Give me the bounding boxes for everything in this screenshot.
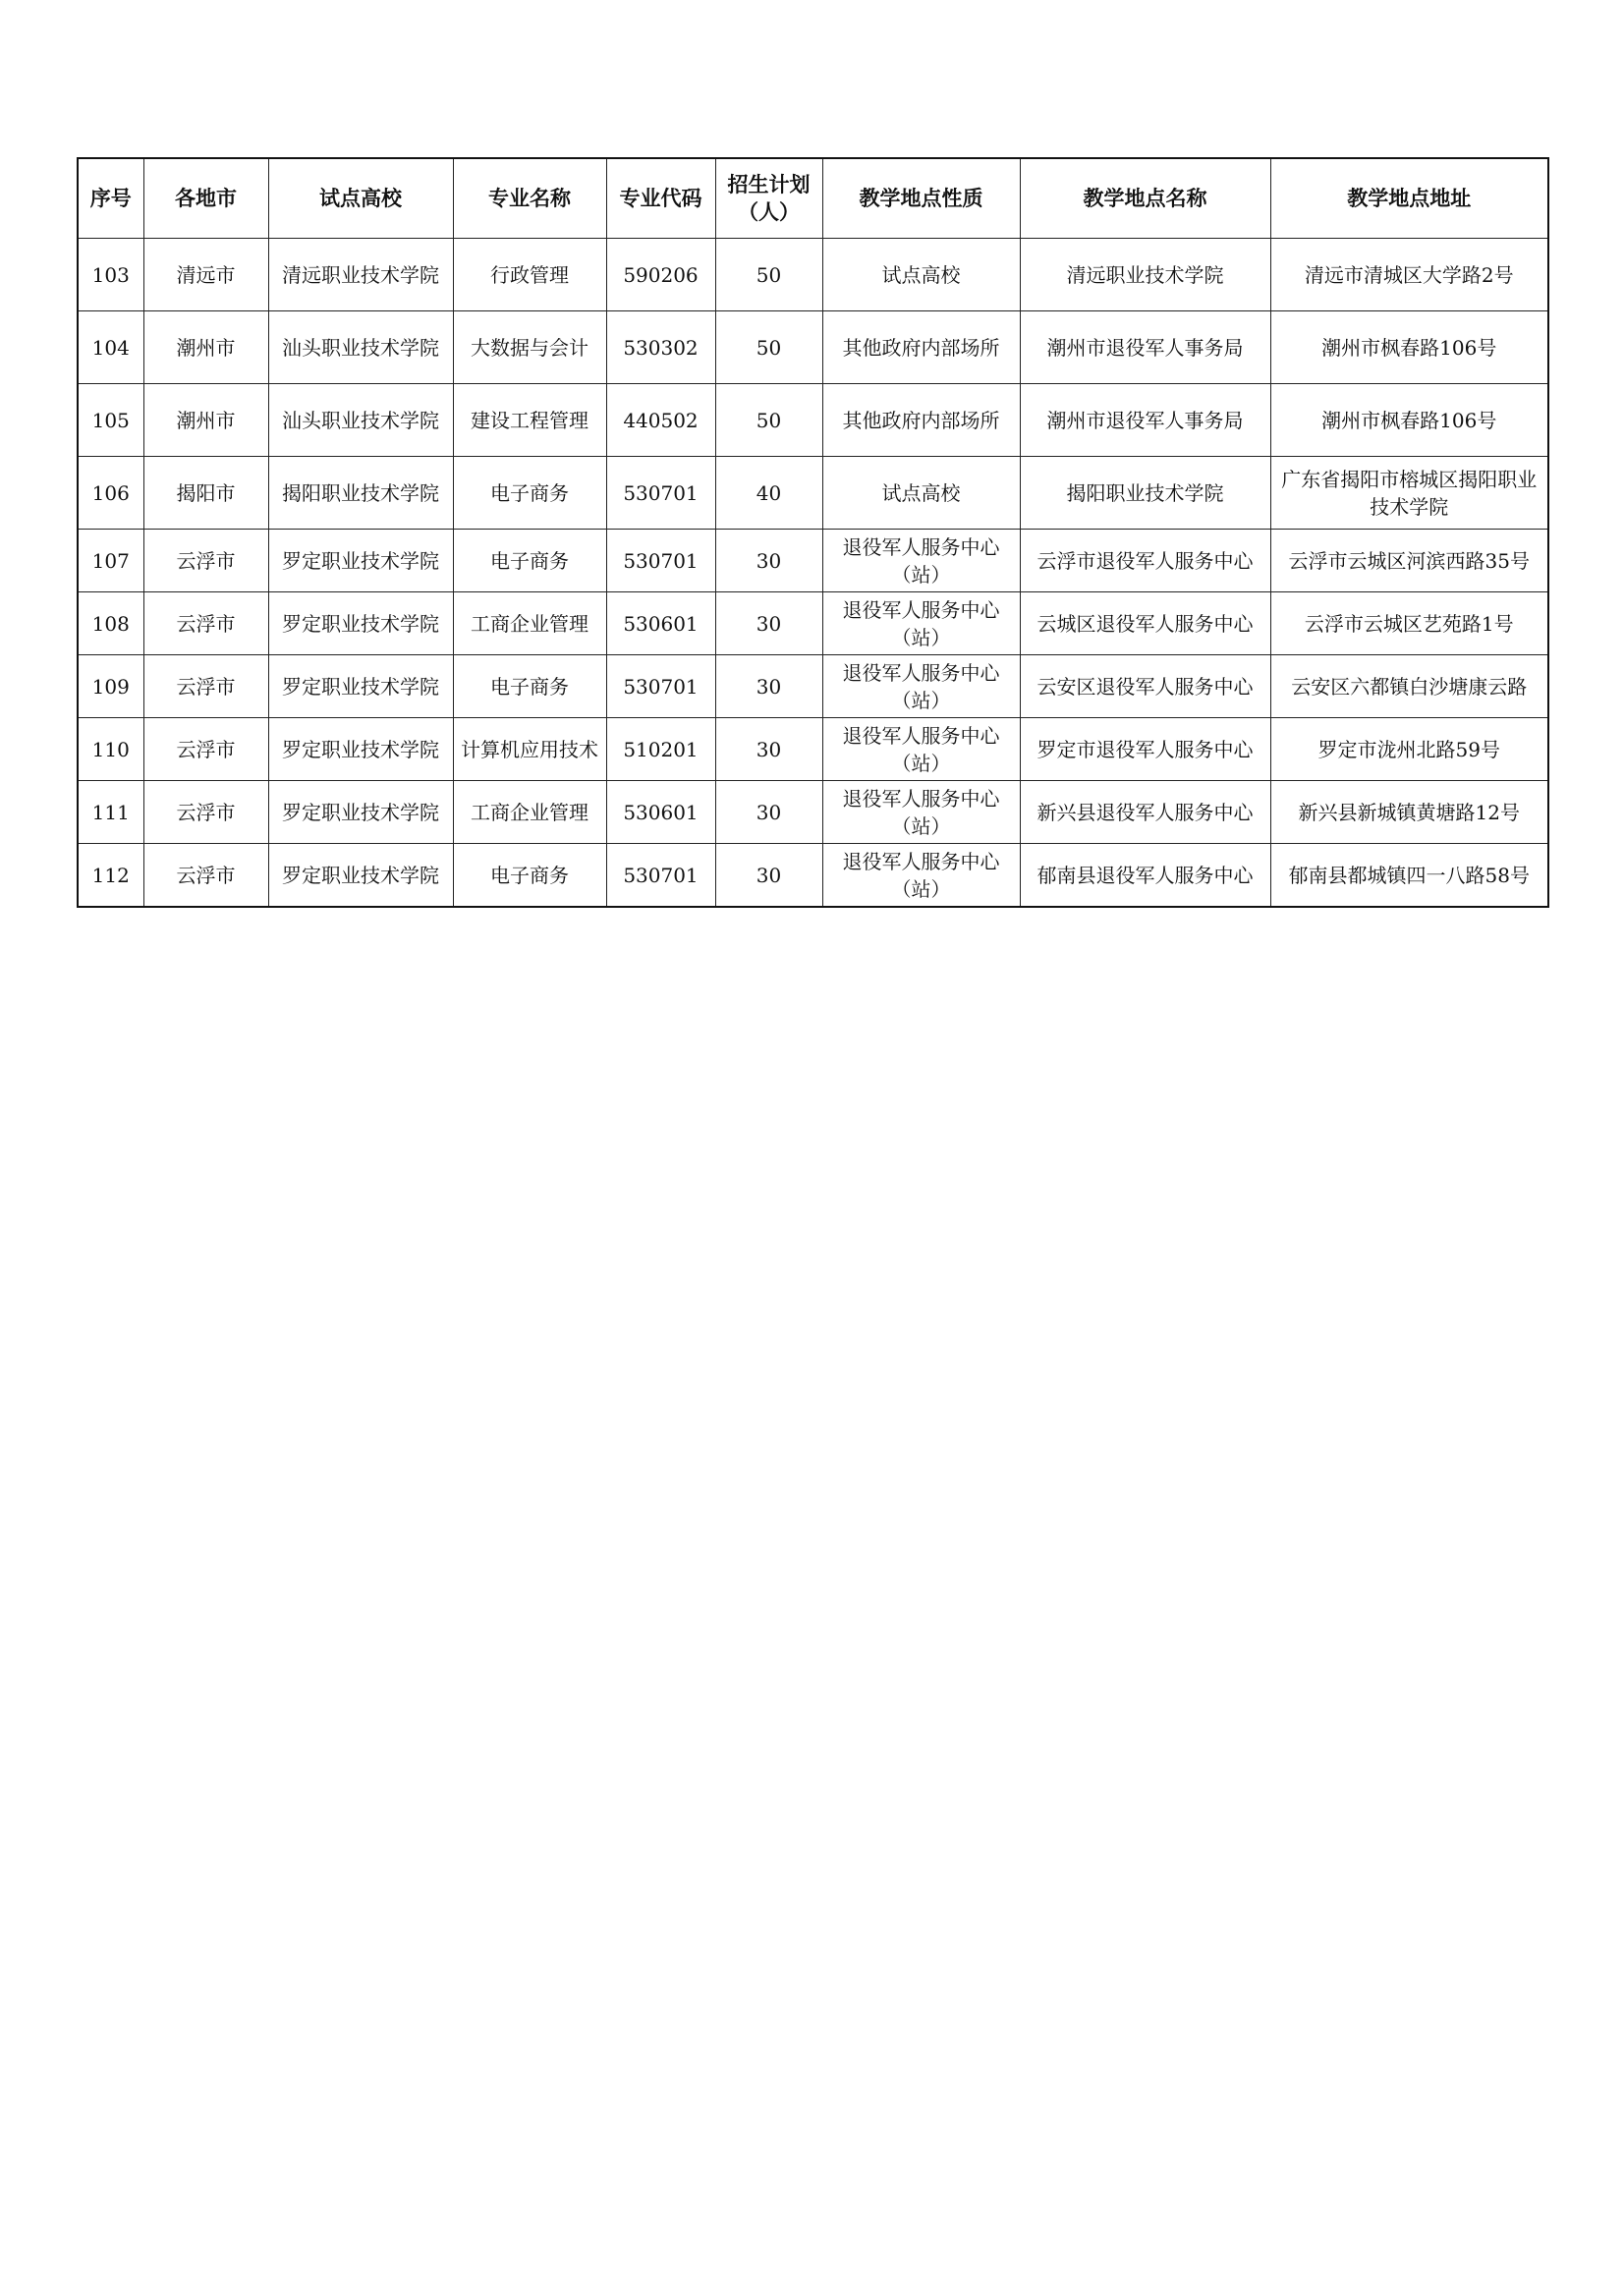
table-cell: 退役军人服务中心（站） xyxy=(822,844,1020,908)
table-cell: 530701 xyxy=(606,530,715,592)
table-cell: 建设工程管理 xyxy=(453,384,606,457)
table-cell: 退役军人服务中心（站） xyxy=(822,530,1020,592)
table-row xyxy=(78,844,1548,908)
column-header: 教学地点名称 xyxy=(1020,158,1270,239)
table-cell: 30 xyxy=(715,844,822,908)
table-cell: 退役军人服务中心（站） xyxy=(822,781,1020,844)
table-row xyxy=(78,457,1548,530)
column-header: 专业名称 xyxy=(453,158,606,239)
table-cell: 潮州市枫春路106号 xyxy=(1270,384,1548,457)
table-cell: 云安区退役军人服务中心 xyxy=(1020,655,1270,718)
table-cell: 潮州市退役军人事务局 xyxy=(1020,311,1270,384)
table-cell: 电子商务 xyxy=(453,457,606,530)
table-cell: 40 xyxy=(715,457,822,530)
column-header: 专业代码 xyxy=(606,158,715,239)
table-cell: 50 xyxy=(715,311,822,384)
table-cell: 新兴县新城镇黄塘路12号 xyxy=(1270,781,1548,844)
table-cell: 107 xyxy=(78,530,143,592)
column-header: 试点高校 xyxy=(268,158,453,239)
table-body xyxy=(78,239,1548,908)
table-cell: 云安区六都镇白沙塘康云路 xyxy=(1270,655,1548,718)
table-cell: 行政管理 xyxy=(453,239,606,311)
table-cell: 530701 xyxy=(606,844,715,908)
table-cell: 汕头职业技术学院 xyxy=(268,384,453,457)
table-cell: 590206 xyxy=(606,239,715,311)
table-cell: 罗定职业技术学院 xyxy=(268,844,453,908)
table-cell: 罗定职业技术学院 xyxy=(268,781,453,844)
table-cell: 云浮市云城区河滨西路35号 xyxy=(1270,530,1548,592)
table-cell: 108 xyxy=(78,592,143,655)
table-row xyxy=(78,592,1548,655)
table-row xyxy=(78,718,1548,781)
table-cell: 530701 xyxy=(606,655,715,718)
table-cell: 电子商务 xyxy=(453,530,606,592)
table-cell: 退役军人服务中心（站） xyxy=(822,655,1020,718)
table-row xyxy=(78,384,1548,457)
table-cell: 云浮市 xyxy=(143,655,268,718)
column-header: 序号 xyxy=(78,158,143,239)
table-cell: 大数据与会计 xyxy=(453,311,606,384)
table-cell: 揭阳市 xyxy=(143,457,268,530)
table-cell: 530302 xyxy=(606,311,715,384)
table-cell: 50 xyxy=(715,239,822,311)
table-cell: 530701 xyxy=(606,457,715,530)
table-cell: 30 xyxy=(715,592,822,655)
table-cell: 530601 xyxy=(606,781,715,844)
enrollment-plan-table xyxy=(77,157,1549,908)
table-cell: 试点高校 xyxy=(822,457,1020,530)
table-cell: 其他政府内部场所 xyxy=(822,384,1020,457)
table-row xyxy=(78,311,1548,384)
table-header-row xyxy=(78,158,1548,239)
table-cell: 30 xyxy=(715,655,822,718)
table-cell: 106 xyxy=(78,457,143,530)
table-cell: 440502 xyxy=(606,384,715,457)
table-cell: 罗定市泷州北路59号 xyxy=(1270,718,1548,781)
column-header: 教学地点地址 xyxy=(1270,158,1548,239)
table-cell: 109 xyxy=(78,655,143,718)
table-cell: 112 xyxy=(78,844,143,908)
table-cell: 罗定职业技术学院 xyxy=(268,530,453,592)
table-cell: 工商企业管理 xyxy=(453,592,606,655)
table-cell: 退役军人服务中心（站） xyxy=(822,718,1020,781)
table-row xyxy=(78,530,1548,592)
table-cell: 其他政府内部场所 xyxy=(822,311,1020,384)
table-row xyxy=(78,239,1548,311)
table-cell: 云城区退役军人服务中心 xyxy=(1020,592,1270,655)
table-cell: 广东省揭阳市榕城区揭阳职业技术学院 xyxy=(1270,457,1548,530)
table-cell: 103 xyxy=(78,239,143,311)
table-cell: 111 xyxy=(78,781,143,844)
table-cell: 清远市 xyxy=(143,239,268,311)
table-cell: 新兴县退役军人服务中心 xyxy=(1020,781,1270,844)
table-cell: 揭阳职业技术学院 xyxy=(1020,457,1270,530)
table-cell: 110 xyxy=(78,718,143,781)
table-cell: 汕头职业技术学院 xyxy=(268,311,453,384)
table-cell: 揭阳职业技术学院 xyxy=(268,457,453,530)
table-cell: 云浮市 xyxy=(143,592,268,655)
table-cell: 电子商务 xyxy=(453,655,606,718)
table-cell: 潮州市枫春路106号 xyxy=(1270,311,1548,384)
table-cell: 30 xyxy=(715,781,822,844)
table-cell: 潮州市退役军人事务局 xyxy=(1020,384,1270,457)
table-cell: 清远职业技术学院 xyxy=(1020,239,1270,311)
table-cell: 潮州市 xyxy=(143,311,268,384)
table-cell: 云浮市退役军人服务中心 xyxy=(1020,530,1270,592)
table-cell: 云浮市 xyxy=(143,718,268,781)
table-cell: 105 xyxy=(78,384,143,457)
table-cell: 清远市清城区大学路2号 xyxy=(1270,239,1548,311)
table-cell: 罗定市退役军人服务中心 xyxy=(1020,718,1270,781)
table-row xyxy=(78,655,1548,718)
table-cell: 30 xyxy=(715,530,822,592)
table-cell: 云浮市云城区艺苑路1号 xyxy=(1270,592,1548,655)
table-cell: 郁南县都城镇四一八路58号 xyxy=(1270,844,1548,908)
column-header: 招生计划（人） xyxy=(715,158,822,239)
table-cell: 计算机应用技术 xyxy=(453,718,606,781)
column-header: 教学地点性质 xyxy=(822,158,1020,239)
table-cell: 罗定职业技术学院 xyxy=(268,718,453,781)
table-cell: 罗定职业技术学院 xyxy=(268,655,453,718)
table-cell: 罗定职业技术学院 xyxy=(268,592,453,655)
table-cell: 郁南县退役军人服务中心 xyxy=(1020,844,1270,908)
column-header: 各地市 xyxy=(143,158,268,239)
table-cell: 云浮市 xyxy=(143,781,268,844)
table-cell: 云浮市 xyxy=(143,530,268,592)
table-cell: 电子商务 xyxy=(453,844,606,908)
table-cell: 50 xyxy=(715,384,822,457)
table-cell: 云浮市 xyxy=(143,844,268,908)
table-row xyxy=(78,781,1548,844)
table-cell: 潮州市 xyxy=(143,384,268,457)
table-cell: 工商企业管理 xyxy=(453,781,606,844)
table-cell: 清远职业技术学院 xyxy=(268,239,453,311)
table-cell: 退役军人服务中心（站） xyxy=(822,592,1020,655)
table-cell: 试点高校 xyxy=(822,239,1020,311)
table-cell: 104 xyxy=(78,311,143,384)
table-cell: 30 xyxy=(715,718,822,781)
table-cell: 530601 xyxy=(606,592,715,655)
table-cell: 510201 xyxy=(606,718,715,781)
